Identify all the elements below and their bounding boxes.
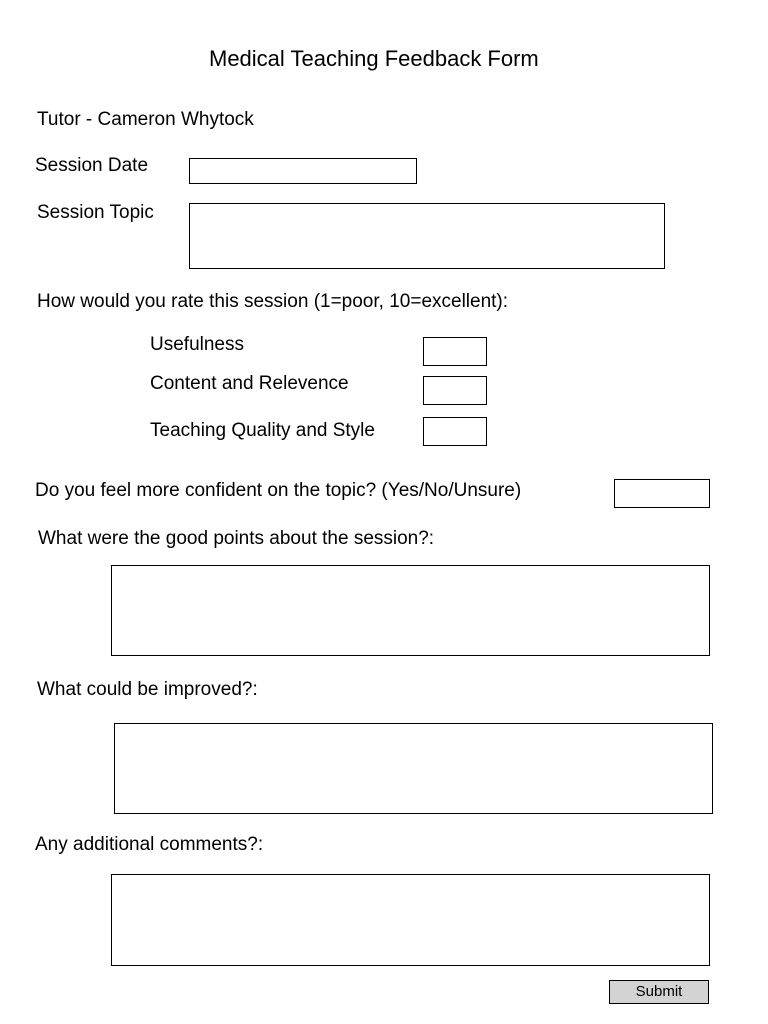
comments-input[interactable]: [111, 874, 710, 966]
good-points-input[interactable]: [111, 565, 710, 656]
rating-input-teaching[interactable]: [423, 417, 487, 446]
session-date-label: Session Date: [35, 155, 149, 176]
session-topic-label: Session Topic: [37, 202, 154, 223]
rating-input-usefulness[interactable]: [423, 337, 487, 366]
confidence-prompt: Do you feel more confident on the topic? (Yes/No/Unsure): [35, 480, 522, 501]
rating-label-teaching: Teaching Quality and Style: [150, 420, 375, 441]
confidence-input[interactable]: [614, 479, 710, 508]
form-title: Medical Teaching Feedback Form: [209, 46, 539, 71]
rating-prompt: How would you rate this session (1=poor, 10=excellent):: [37, 291, 509, 312]
rating-input-content[interactable]: [423, 376, 487, 405]
improve-prompt: What could be improved?:: [37, 679, 258, 700]
comments-prompt: Any additional comments?:: [35, 834, 264, 855]
rating-label-content: Content and Relevence: [150, 373, 349, 394]
session-date-input[interactable]: [189, 158, 417, 184]
submit-button[interactable]: Submit: [609, 980, 709, 1004]
tutor-label: Tutor - Cameron Whytock: [37, 109, 254, 130]
improve-input[interactable]: [114, 723, 713, 814]
good-points-prompt: What were the good points about the session?:: [38, 528, 435, 549]
session-topic-input[interactable]: [189, 203, 665, 269]
rating-label-usefulness: Usefulness: [150, 334, 244, 355]
